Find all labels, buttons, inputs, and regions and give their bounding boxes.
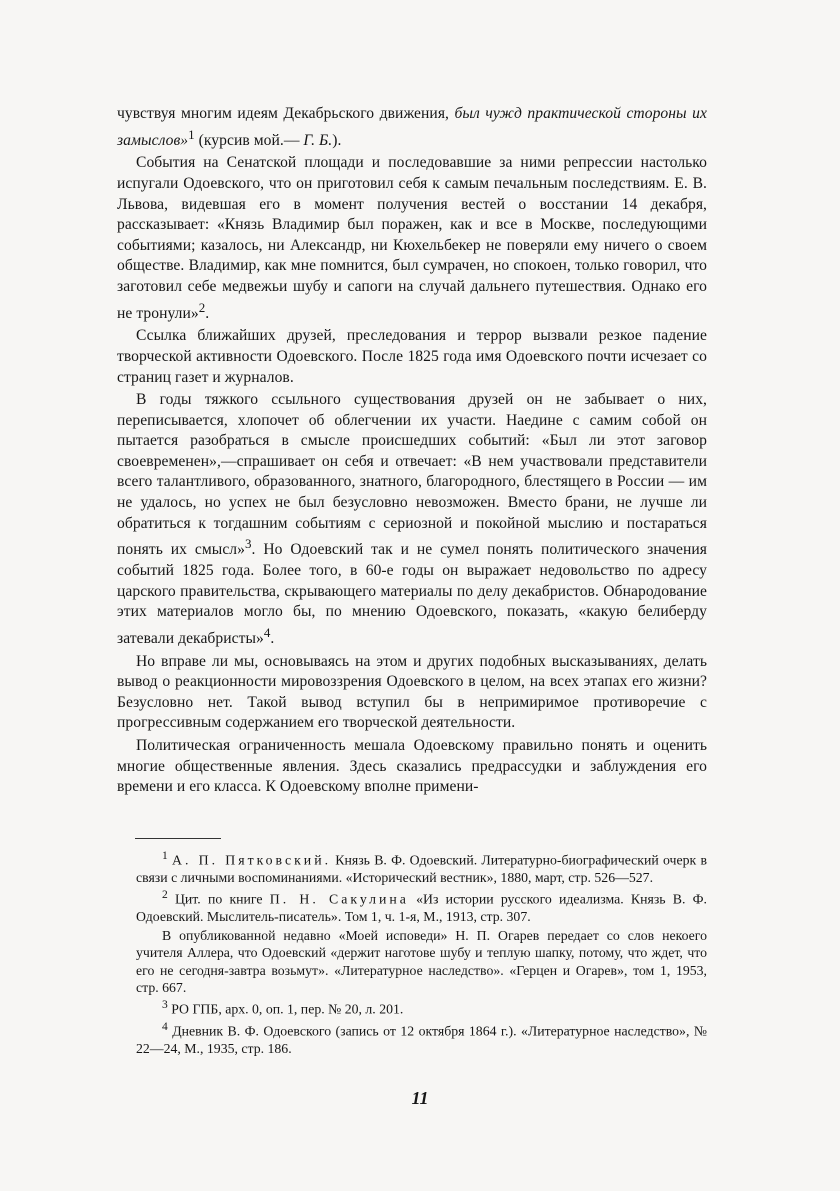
paragraph: Политическая ограниченность мешала Одоевскому правильно понять и оценить многие общественные явления. Здесь сказались предрассудки и заблуждения его времени и его класса. К Одоевскому вполне примени- [117, 736, 707, 796]
footnote-ref: 1 [188, 126, 195, 142]
footnote: $^3$ РО ГПБ, арх. 0, оп. 1, пер. № 20, л. 201. [162, 999, 404, 1018]
footnote: $^4$ Дневник В. Ф. Одоевского (запись от 12 октября 1864 г.). «Литературное наследство», № 22—24, М., 1935, стр. 186. [136, 1021, 707, 1057]
footnote: $^2$ Цит. по книге П. Н. Сакулина «Из истории русского идеализма. Князь В. Ф. Одоевский. Мыслитель-писатель». Том 1, ч. 1-я, М., 1913, стр. 307. [136, 889, 707, 925]
footnote: $^1$ А. П. Пятковский. Князь В. Ф. Одоевский. Литературно-биографический очерк в связи с личными воспоминаниями. «Исторический вестник», 1880, март, стр. 526—527. [136, 850, 707, 885]
footnote-divider [135, 838, 221, 839]
footnote: В опубликованной недавно «Моей исповеди» Н. П. Огарев передает со слов некоего учителя Аллера, что Одоевский «держит наготове шубу и теплую шапку, потому, что ждет, что его не сегодня-завтра возьмут». «Литературное наследство». «Герцен и Огарев», том 1, 1953, стр. 667. [136, 927, 707, 996]
paragraph: Ссылка ближайших друзей, преследования и террор вызвали резкое падение творческой активности Одоевского. После 1825 года имя Одоевского почти исчезает со страниц газет и журналов. [117, 327, 707, 386]
footnote-ref: 2 [198, 299, 206, 315]
paragraph: События на Сенатской площади и последовавшие за ними репрессии настолько испугали Одоевского, что он приготовил себя к самым печальным последствиям. Е. В. Львова, видевшая его в момент получения вестей о восстании 14 декабря, рассказывает: «Князь Владимир был поражен, как и все в Москве, последующими событиями; казалось, ни Александр, ни Кюхельбекер не поверяли ему ничего о своем обществе. Владимир, как мне помнится, был сумрачен, но спокоен, только говорил, что заготовил себе медвежьи шубу и сапоги на случай дальнего путешествия. Однако его не тронули»$^2$. [117, 154, 707, 322]
footnote-ref: 3 [244, 536, 252, 552]
paragraph: чувствуя многим идеям Декабрьского движения, был чужд практической стороны их замыслов»$^1$ (курсив мой.— Г. Б.). [117, 105, 707, 149]
paragraph: Но вправе ли мы, основываясь на этом и других подобных высказываниях, делать вывод о реакционности мировоззрения Одоевского в целом, на всех этапах его жизни? Безусловно нет. Такой вывод вступил бы в непримиримое противоречие с прогрессивным содержанием его творческой деятельности. [117, 652, 707, 732]
page-number: 11 [411, 1088, 429, 1108]
footnotes [136, 848, 707, 1058]
paragraph: В годы тяжкого ссыльного существования друзей он не забывает о них, переписывается, хлопочет об облегчении их участи. Наедине с самим собой он пытается разобраться в смысле происшедших событий: «Был ли этот заговор своевременен»,—спрашивает он себя и отвечает: «В нем участвовали представители всего талантливого, образованного, знатного, благородного, блестящего в России — им не удалось, но успех не был безусловно невозможен. Вместо брани, не лучше ли обратиться к тогдашним событиям с сериозной и покойной мыслию и постараться понять их смысл»$^3$. Но Одоевский так и не сумел понять политического значения событий 1825 года. Более того, в 60-е годы он выражает недовольство по адресу царского правительства, скрывающего материалы по делу декабристов. Обнародование этих материалов могло бы, по мнению Одоевского, показать, «какую белиберду затевали декабристы»$^4$. [117, 391, 707, 647]
main-text [117, 104, 707, 798]
footnote-ref: 4 [263, 624, 271, 640]
